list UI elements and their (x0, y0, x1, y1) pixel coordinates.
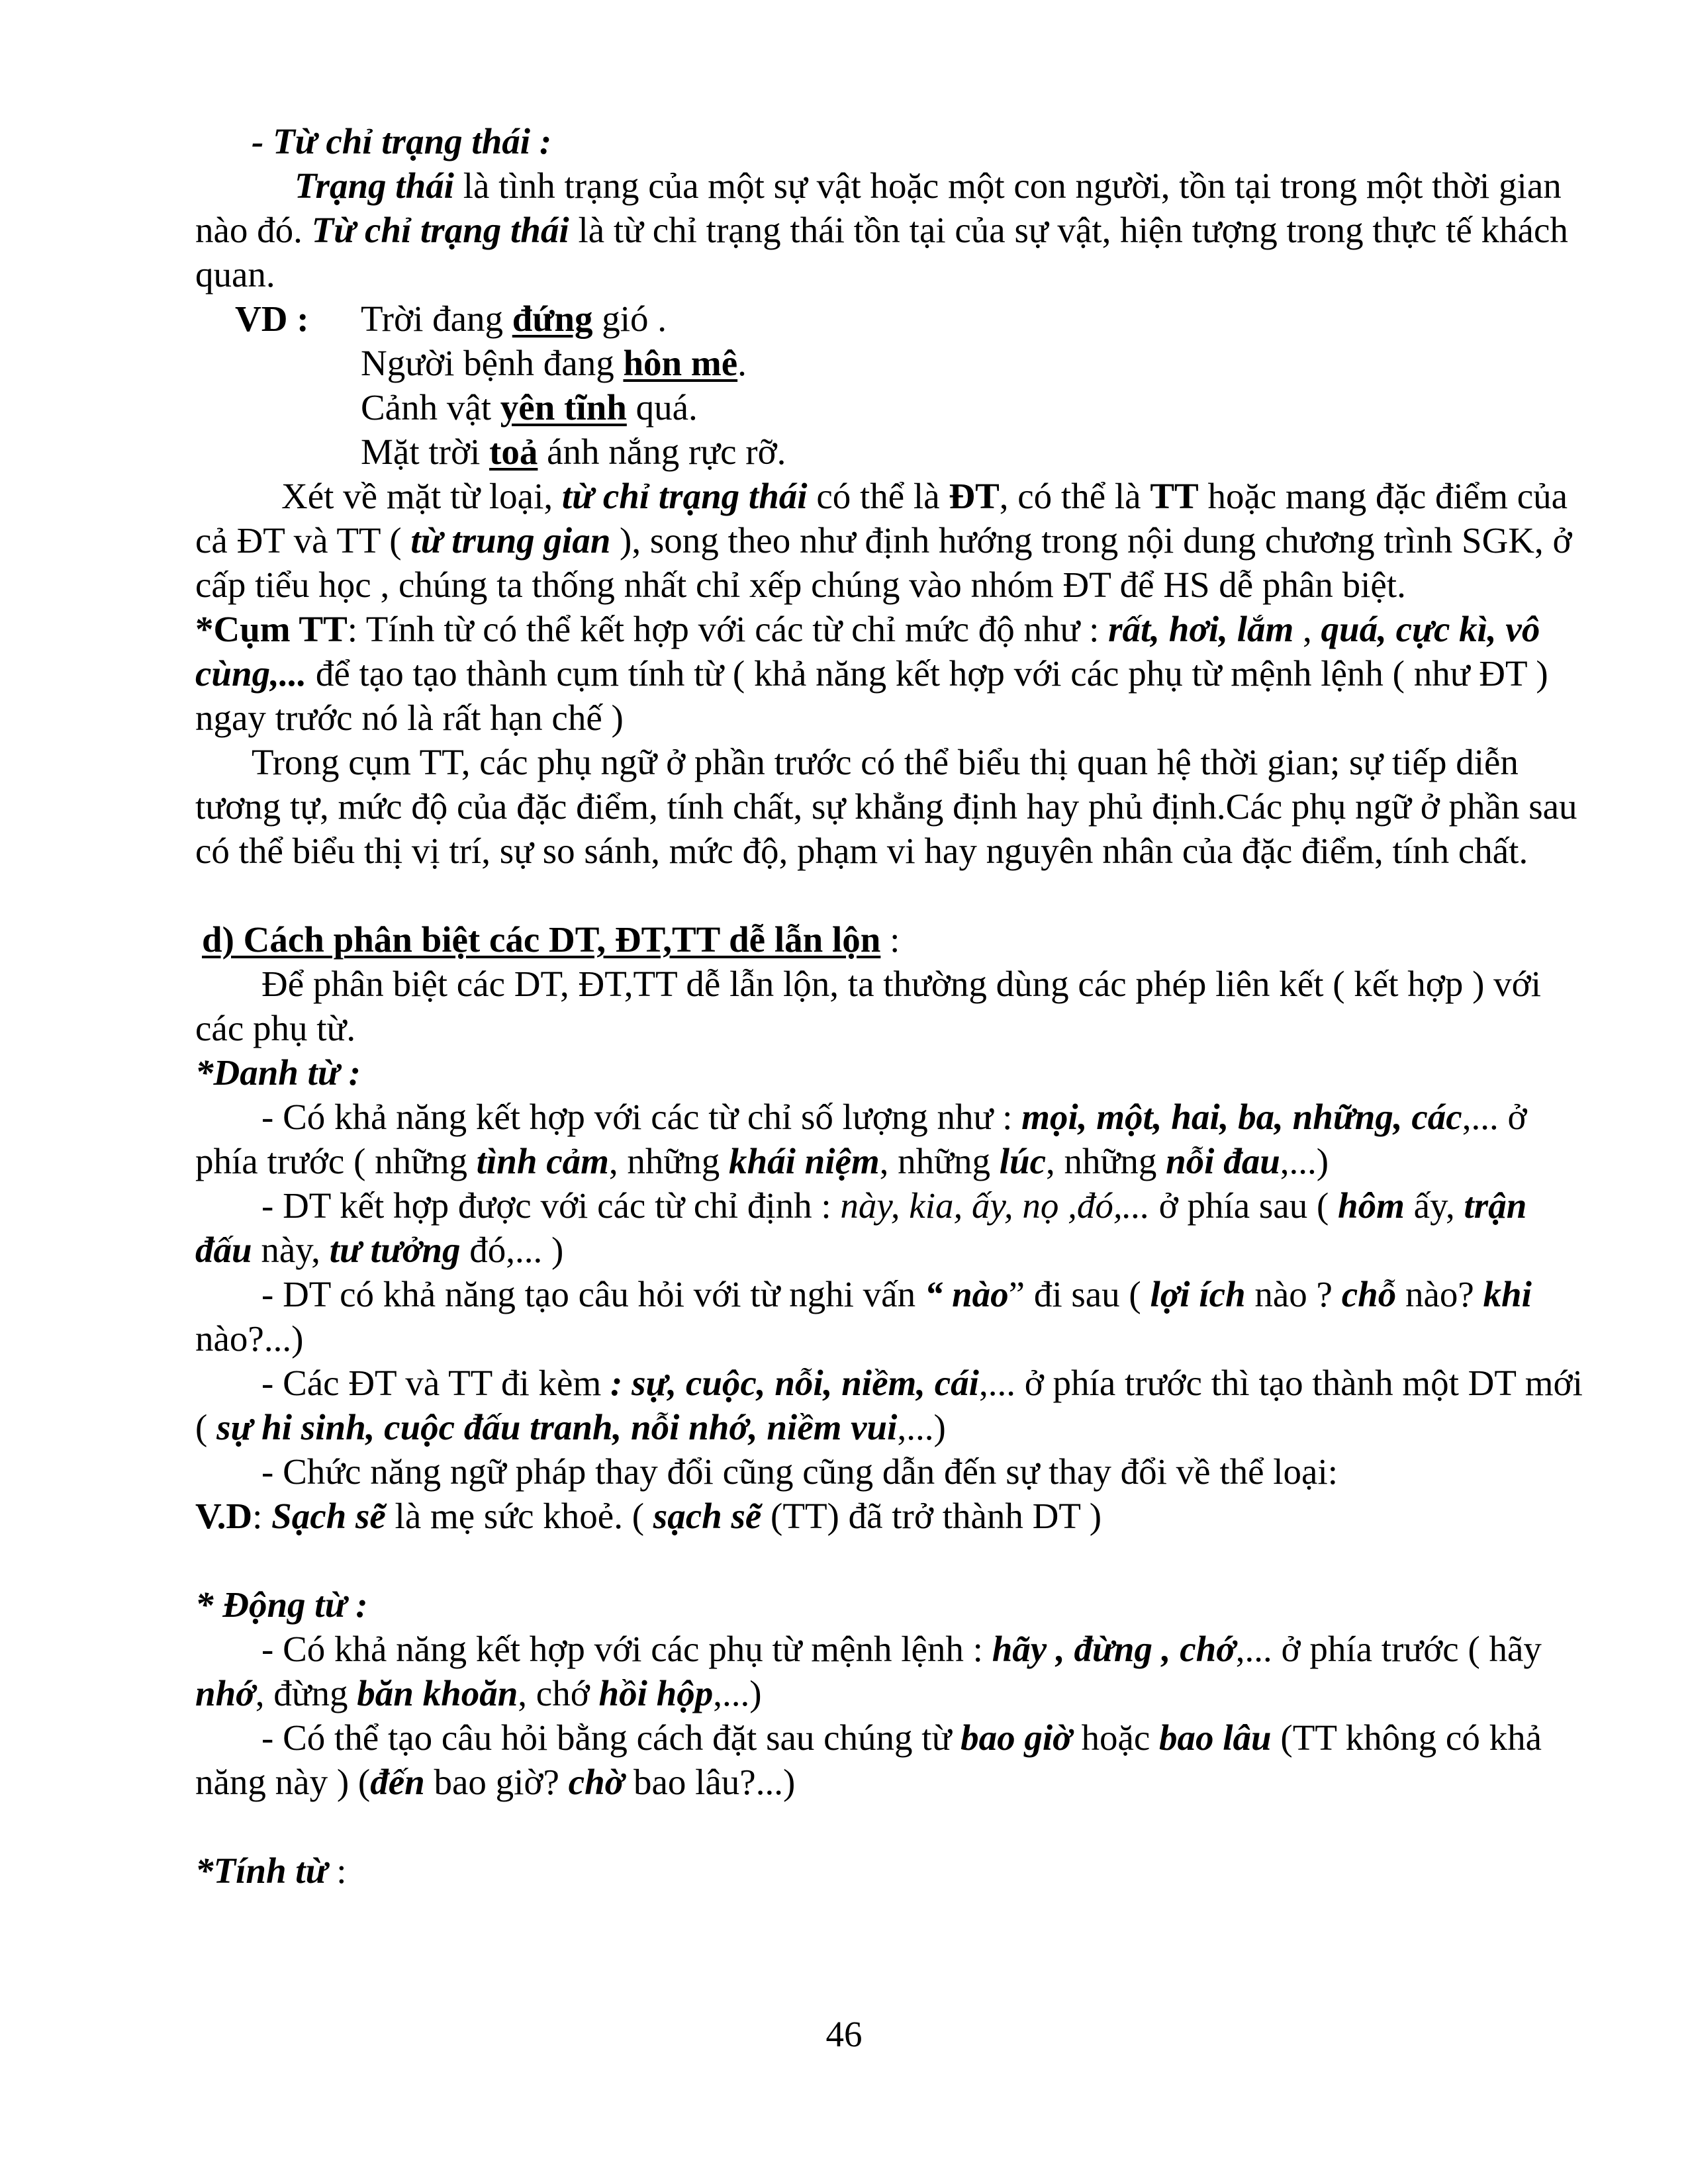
example-line: Người bệnh đang hôn mê. (361, 343, 747, 383)
adjective-heading: *Tính từ : (195, 1850, 347, 1891)
state-definition: Trạng thái là tình trạng của một sự vật hoặc một con người, tồn tại trong một thời gian nào đó. Từ chỉ trạng thái là từ chỉ trạng thái tồn tại của sự vật, hiện tượng trong thực tế khách quan. (195, 165, 1568, 295)
example-line: Trời đang đứng gió . (361, 298, 667, 339)
state-heading: - Từ chỉ trạng thái : (252, 121, 552, 161)
noun-bullet: - DT có khả năng tạo câu hỏi với từ nghi vấn “ nào” đi sau ( lợi ích nào ? chỗ nào? khi nào?...) (195, 1274, 1532, 1359)
section-d-intro: Để phân biệt các DT, ĐT,TT dễ lẫn lộn, ta thường dùng các phép liên kết ( kết hợp ) với các phụ từ. (195, 964, 1542, 1048)
page-number: 46 (825, 2014, 863, 2054)
section-d-heading: d) Cách phân biệt các DT, ĐT,TT dễ lẫn lộn : (202, 919, 900, 960)
noun-bullet: - DT kết hợp được với các từ chỉ định : này, kia, ấy, nọ ,đó,... ở phía sau ( hôm ấy, trận đấu này, tư tưởng đó,... ) (195, 1185, 1527, 1270)
noun-bullet: - Có khả năng kết hợp với các từ chỉ số lượng như : mọi, một, hai, ba, những, các,... ở phía trước ( những tình cảm, những khái niệm, những lúc, những nỗi đau,...) (195, 1097, 1527, 1181)
noun-bullet: - Chức năng ngữ pháp thay đổi cũng cũng dẫn đến sự thay đổi về thể loại: (261, 1451, 1338, 1492)
cum-tt-paragraph: *Cụm TT: Tính từ có thể kết hợp với các từ chỉ mức độ như : rất, hơi, lắm , quá, cực kì, vô cùng,... để tạo tạo thành cụm tính từ ( khả năng kết hợp với các phụ từ mệnh lệnh ( như ĐT ) ngay trước nó là rất hạn chế ) (195, 609, 1548, 738)
verb-bullet: - Có khả năng kết hợp với các phụ từ mệnh lệnh : hãy , đừng , chớ,... ở phía trước ( hãy nhớ, đừng băn khoăn, chớ hồi hộp,...) (195, 1629, 1542, 1713)
example-label: VD : (235, 298, 309, 339)
noun-heading: *Danh từ : (195, 1052, 361, 1093)
verb-bullet: - Có thể tạo câu hỏi bằng cách đặt sau chúng từ bao giờ hoặc bao lâu (TT không có khả năng này ) (đến bao giờ? chờ bao lâu?...) (195, 1717, 1542, 1802)
noun-example: V.D: Sạch sẽ là mẹ sức khoẻ. ( sạch sẽ (TT) đã trở thành DT ) (195, 1496, 1102, 1536)
state-note: Xét về mặt từ loại, từ chỉ trạng thái có thể là ĐT, có thể là TT hoặc mang đặc điểm của cả ĐT và TT ( từ trung gian ), song theo như định hướng trong nội dung chương trình SGK, ở cấp tiểu học , chúng ta thống nhất chỉ xếp chúng vào nhóm ĐT để HS dễ phân biệt. (195, 476, 1572, 605)
cum-tt-explanation: Trong cụm TT, các phụ ngữ ở phần trước có thể biểu thị quan hệ thời gian; sự tiếp diễn tương tự, mức độ của đặc điểm, tính chất, sự khẳng định hay phủ định.Các phụ ngữ ở phần sau có thể biểu thị vị trí, sự so sánh, mức độ, phạm vi hay nguyên nhân của đặc điểm, tính chất. (195, 742, 1577, 871)
noun-bullet: - Các ĐT và TT đi kèm : sự, cuộc, nỗi, niềm, cái,... ở phía trước thì tạo thành một DT mới ( sự hi sinh, cuộc đấu tranh, nỗi nhớ, niềm vui,...) (195, 1363, 1583, 1447)
example-line: Mặt trời toả ánh nắng rực rỡ. (361, 432, 786, 472)
document-body (195, 119, 1592, 1893)
example-line: Cảnh vật yên tĩnh quá. (361, 387, 698, 428)
example-row (195, 296, 1592, 341)
verb-heading: * Động từ : (195, 1584, 368, 1625)
